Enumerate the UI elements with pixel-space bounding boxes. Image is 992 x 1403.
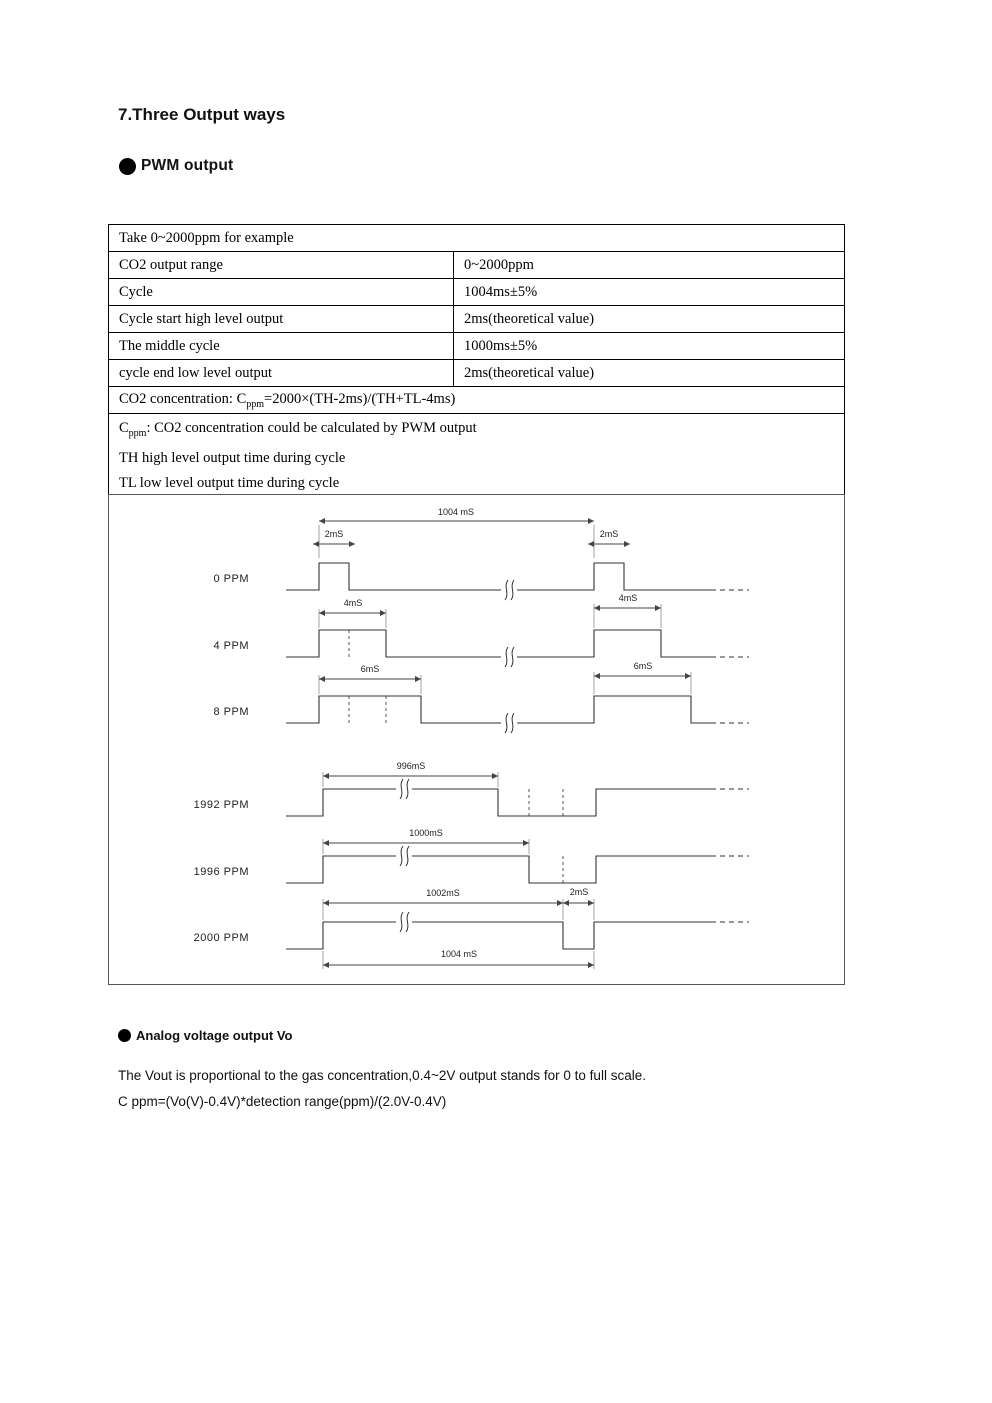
row-label: Cycle (109, 279, 454, 306)
pwm-output-heading-label: PWM output (141, 157, 234, 174)
pulse-width-label: 4mS (343, 598, 363, 608)
analog-output-heading-label: Analog voltage output Vo (136, 1028, 293, 1043)
waveform-0ppm (213, 529, 749, 600)
pulse-width-label: 4mS (618, 593, 638, 603)
row-label: cycle end low level output (109, 360, 454, 387)
pwm-output-heading (119, 157, 233, 175)
row-value: 1000ms±5% (454, 333, 845, 360)
table-row (109, 279, 845, 306)
table-row (109, 333, 845, 360)
formula-rest: =2000×(TH-2ms)/(TH+TL-4ms) (264, 390, 456, 407)
pwm-timing-diagram (108, 494, 845, 985)
waveform-1992ppm (194, 761, 749, 816)
formula-subscript: ppm (246, 398, 265, 410)
waveform-2000ppm (194, 887, 749, 969)
pulse-width-label: 2mS (599, 529, 619, 539)
waveform-line (286, 789, 711, 816)
note-line-1-text: : CO2 concentration could be calculated by PWM output (146, 420, 477, 436)
waveform-line (286, 563, 711, 590)
break-symbol (501, 713, 517, 733)
note-c-subscript: ppm (128, 427, 147, 439)
waveform-row-label: 2000 PPM (193, 932, 249, 944)
note-line-3: TL low level output time during cycle (119, 474, 340, 491)
note-line-1 (119, 416, 834, 446)
notes-cell (109, 414, 845, 499)
waveform-4ppm (213, 593, 749, 667)
table-row (109, 414, 845, 499)
pulse-width-label: 1000mS (409, 828, 443, 838)
analog-formula-line: C ppm=(Vo(V)-0.4V)*detection range(ppm)/(2.0V-0.4V) (118, 1094, 447, 1109)
waveform-row-label: 8 PPM (213, 706, 249, 718)
bullet-icon (119, 158, 136, 175)
pulse-width-label: 2mS (569, 887, 589, 897)
pulse-width-label: 996mS (396, 761, 426, 771)
waveform-line (286, 696, 711, 723)
pulse-width-label: 6mS (360, 664, 380, 674)
row-value: 2ms(theoretical value) (454, 360, 845, 387)
row-label: CO2 output range (109, 252, 454, 279)
cycle-total-label: 1004 mS (440, 949, 478, 959)
break-symbol (396, 846, 412, 866)
waveform-line (286, 922, 711, 949)
pulse-width-label: 2mS (324, 529, 344, 539)
table-row (109, 360, 845, 387)
waveform-row-label: 1992 PPM (193, 799, 249, 811)
break-symbol (501, 580, 517, 600)
waveform-8ppm (213, 661, 749, 733)
bullet-icon (118, 1029, 131, 1042)
waveform-row-label: 4 PPM (213, 640, 249, 652)
table-row (109, 387, 845, 414)
formula-cell (109, 387, 845, 414)
pwm-spec-table (108, 224, 845, 499)
page-title: 7.Three Output ways (118, 105, 286, 124)
waveform-line (286, 856, 711, 883)
row-label: Cycle start high level output (109, 306, 454, 333)
waveform-row-label: 1996 PPM (193, 866, 249, 878)
note-line-2: TH high level output time during cycle (119, 449, 346, 466)
pulse-width-label: 6mS (633, 661, 653, 671)
break-symbol (501, 647, 517, 667)
row-value: 1004ms±5% (454, 279, 845, 306)
cycle-length-label: 1004 mS (437, 507, 475, 517)
waveform-line (286, 630, 711, 657)
row-label: The middle cycle (109, 333, 454, 360)
waveform-row-label: 0 PPM (213, 573, 249, 585)
row-value: 0~2000ppm (454, 252, 845, 279)
row-value: 2ms(theoretical value) (454, 306, 845, 333)
cycle-annotation (319, 507, 594, 558)
table-header-cell: Take 0~2000ppm for example (109, 225, 845, 252)
pulse-width-label: 1002mS (426, 888, 460, 898)
analog-output-heading (118, 1028, 292, 1043)
analog-description-line: The Vout is proportional to the gas concentration,0.4~2V output stands for 0 to full scale. (118, 1068, 646, 1083)
break-symbol (396, 779, 412, 799)
table-row (109, 252, 845, 279)
break-symbol (396, 912, 412, 932)
waveform-1996ppm (194, 828, 749, 883)
pwm-waveform-svg (109, 495, 844, 984)
note-c: C (119, 420, 129, 436)
table-row (109, 306, 845, 333)
table-row (109, 225, 845, 252)
formula-prefix: CO2 concentration: C (119, 390, 247, 407)
